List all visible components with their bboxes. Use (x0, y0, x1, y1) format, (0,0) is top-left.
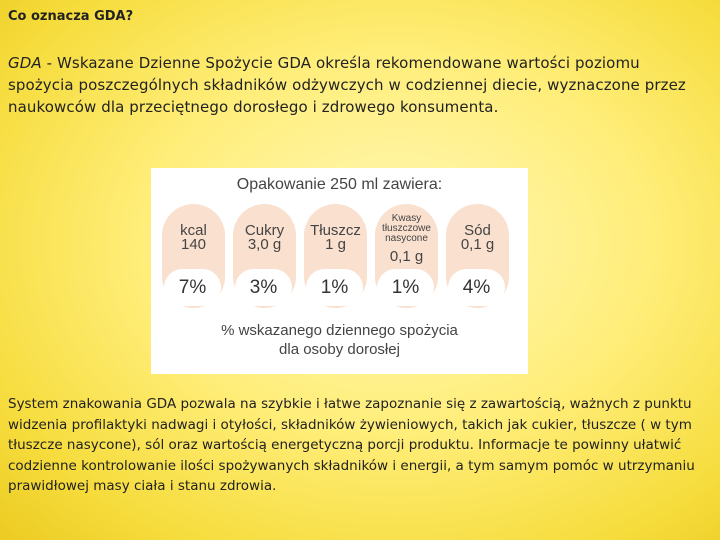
intro-paragraph (8, 52, 708, 118)
gda-pill-percent: 3% (235, 269, 292, 306)
gda-pill-percent: 4% (448, 269, 505, 306)
gda-label-title: Opakowanie 250 ml zawiera: (236, 176, 443, 193)
gda-pill-name-word: tłuszczowe (382, 223, 431, 234)
gda-pill-name: Sód (464, 222, 491, 239)
body-paragraph: System znakowania GDA pozwala na szybkie i łatwe zapoznanie się z zawartością, ważnych z punktu widzenia profilaktyki nadwagi i otyłości, składników żywieniowych, takich jak cukier, tłuszcze ( w tym tłuszcze nasycone), sól oraz wartością energetyczną porcji produktu. Informacje te powinny ułatwić codzienne kontrolowanie ilości spożywanych składników i energii, a tym samym pomóc w utrzymaniu prawidłowej masy ciała i stanu zdrowia. (8, 396, 695, 494)
gda-pill-percent: 7% (164, 269, 221, 306)
gda-pill-value: 1 g (325, 236, 346, 253)
gda-pill-saturated-fat (375, 204, 438, 308)
gda-pill-sodium (446, 204, 509, 308)
gda-caption-line2: dla osoby dorosłej (279, 341, 400, 358)
gda-pill-name: Tłuszcz (310, 222, 361, 239)
gda-pill-value: 140 (180, 236, 207, 253)
gda-pill-name-word: nasycone (385, 233, 428, 244)
gda-pill-name: Cukry (244, 222, 285, 239)
gda-pill-kcal (162, 204, 225, 308)
gda-caption-line1: % wskazanego dziennego spożycia (221, 322, 458, 339)
gda-pill-value: 0,1 g (460, 236, 495, 253)
slide-heading: Co oznacza GDA? (8, 9, 134, 24)
gda-pill-percent: 1% (377, 269, 434, 306)
gda-pill-value: 0,1 g (389, 248, 424, 265)
gda-pill-name: kcal (180, 222, 207, 239)
gda-label-image (151, 168, 528, 374)
gda-pill-percent: 1% (306, 269, 363, 306)
intro-definition: - Wskazane Dzienne Spożycie GDA określa rekomendowane wartości poziomu spożycia poszczególnych składników odżywczych w codziennej diecie, wyznaczone przez naukowców dla przeciętnego dorosłego i zdrowego konsumenta. (8, 54, 686, 116)
gda-pill-sugars (233, 204, 296, 308)
gda-pill-fat (304, 204, 367, 308)
gda-pill-name (375, 214, 438, 244)
gda-label-caption (151, 321, 528, 359)
gda-pill-value: 3,0 g (247, 236, 282, 253)
gda-pill-name-word: Kwasy (391, 213, 422, 224)
gda-term: GDA (8, 54, 42, 72)
